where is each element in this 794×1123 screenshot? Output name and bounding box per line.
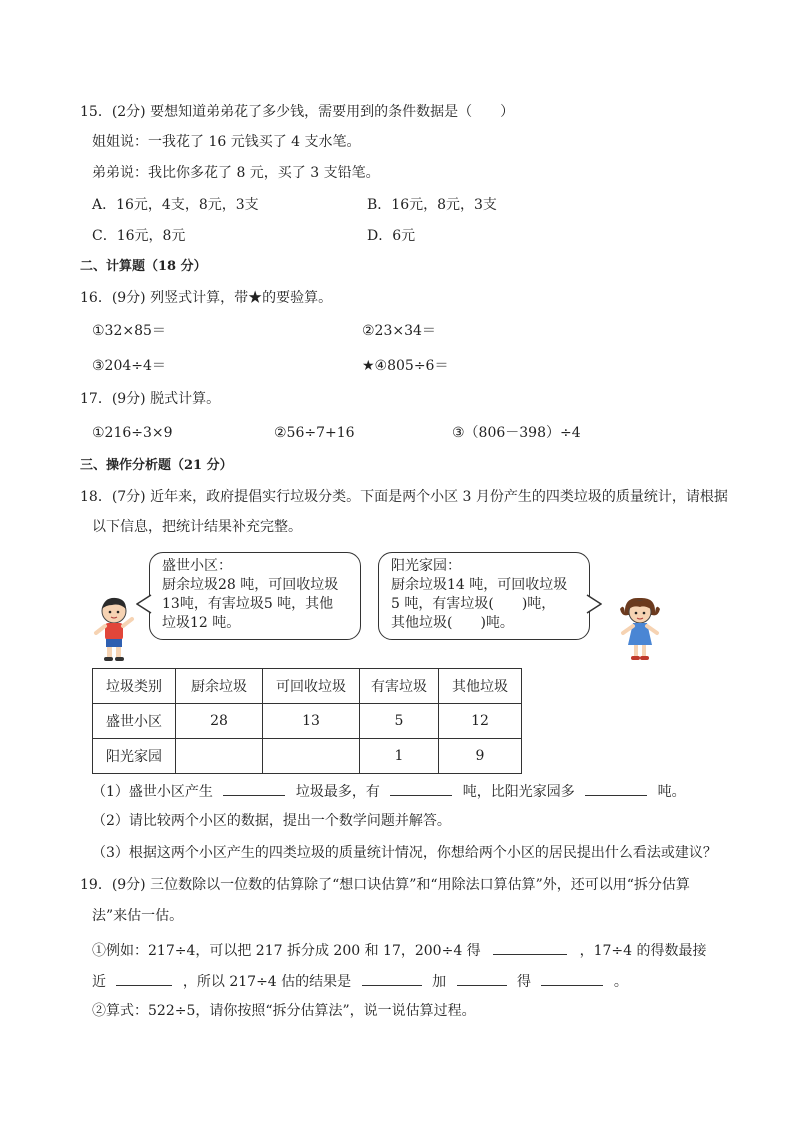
table-header-cell: 厨余垃圾: [176, 669, 263, 704]
answer-blank[interactable]: [390, 781, 452, 796]
q15-stem: 15．(2分) 要想知道弟弟花了多少钱，需要用到的条件数据是（ ）: [80, 104, 515, 120]
table-cell: 12: [439, 704, 522, 739]
q15-option-d[interactable]: D．6元: [367, 228, 416, 244]
table-header-cell: 可回收垃圾: [263, 669, 360, 704]
table-cell: 盛世小区: [93, 704, 176, 739]
q19-stem-line-1: 19．(9分) 三位数除以一位数的估算除了“想口诀估算”和“用除法口算估算”外，还可以用“拆分估算: [80, 877, 690, 893]
q19-example-text-c: 近: [92, 974, 106, 990]
table-cell: 阳光家园: [93, 739, 176, 774]
q19-part-2: ②算式：522÷5，请你按照“拆分估算法”，说一说估算过程。: [92, 1003, 476, 1019]
bubble-right-line-3: 5 吨，有害垃圾( )吨，: [391, 596, 556, 612]
q17-item-2: ②56÷7+16: [274, 425, 355, 441]
answer-blank[interactable]: [223, 781, 285, 796]
q15-option-b[interactable]: B．16元，8元，3支: [367, 197, 497, 213]
section-2-heading: 二、计算题（18 分）: [80, 259, 207, 274]
answer-blank[interactable]: [362, 971, 422, 986]
q15-brother-line: 弟弟说：我比你多花了 8 元，买了 3 支铅笔。: [92, 165, 380, 181]
garbage-statistics-table: [92, 668, 522, 774]
table-header-cell: 有害垃圾: [360, 669, 439, 704]
answer-blank[interactable]: [457, 971, 507, 986]
speech-bubble-yangguang: [378, 552, 590, 640]
q19-example-text-d: ，所以 217÷4 估的结果是: [182, 974, 352, 990]
bubble-right-line-2: 厨余垃圾14 吨，可回收垃圾: [391, 577, 568, 593]
speech-bubble-shengshi: [149, 552, 361, 640]
q18-stem-line-2: 以下信息，把统计结果补充完整。: [92, 519, 302, 535]
q19-stem-line-2: 法”来估一估。: [92, 908, 184, 924]
table-cell-blank[interactable]: [263, 739, 360, 774]
q17-item-3: ③（806－398）÷4: [452, 425, 581, 441]
bubble-left-line-2: 厨余垃圾28 吨，可回收垃圾: [162, 577, 339, 593]
boy-illustration: [90, 595, 138, 663]
q15-option-c[interactable]: C．16元，8元: [92, 228, 186, 244]
girl-illustration: [616, 595, 664, 663]
q16-item-1: ①32×85＝: [92, 323, 166, 339]
q19-example-text-g: 。: [613, 974, 628, 990]
table-header-cell: 垃圾类别: [93, 669, 176, 704]
q19-example-line-1: [92, 940, 707, 960]
q19-example-text-b: ，17÷4 的得数最接: [579, 943, 707, 959]
q19-example-line-2: [92, 971, 628, 991]
q18-sub1-text-d: 吨。: [657, 784, 686, 800]
bubble-left-line-3: 13吨，有害垃圾5 吨，其他: [162, 596, 334, 612]
table-cell: 5: [360, 704, 439, 739]
table-cell: 9: [439, 739, 522, 774]
table-header-cell: 其他垃圾: [439, 669, 522, 704]
bubble-right-line-4: 其他垃圾( )吨。: [391, 615, 514, 631]
section-3-heading: 三、操作分析题（21 分）: [80, 458, 233, 473]
answer-blank[interactable]: [541, 971, 603, 986]
q18-sub2: （2）请比较两个小区的数据，提出一个数学问题并解答。: [92, 813, 451, 829]
answer-blank[interactable]: [493, 940, 567, 955]
q18-sub1: [92, 781, 686, 801]
q18-sub3: （3）根据这两个小区产生的四类垃圾的质量统计情况，你想给两个小区的居民提出什么看法或建议？: [92, 845, 717, 861]
table-cell: 1: [360, 739, 439, 774]
q17-stem: 17．(9分) 脱式计算。: [80, 391, 221, 407]
q18-sub1-text-a: （1）盛世小区产生: [92, 784, 213, 800]
table-header-row: [93, 669, 522, 704]
q19-example-text-e: 加: [432, 974, 447, 990]
q16-item-4: ★④805÷6＝: [362, 358, 449, 374]
q18-sub1-text-c: 吨，比阳光家园多: [462, 784, 575, 800]
table-row: [93, 739, 522, 774]
q16-stem: 16．(9分) 列竖式计算，带★的要验算。: [80, 290, 333, 306]
q15-sister-line: 姐姐说：一我花了 16 元钱买了 4 支水笔。: [92, 134, 361, 150]
table-cell-blank[interactable]: [176, 739, 263, 774]
q16-item-2: ②23×34＝: [362, 323, 436, 339]
bubble-left-line-4: 垃圾12 吨。: [162, 615, 241, 631]
table-cell: 13: [263, 704, 360, 739]
bubble-right-line-1: 阳光家园：: [391, 558, 461, 574]
bubble-left-tail: [136, 594, 152, 614]
answer-blank[interactable]: [116, 971, 172, 986]
q15-option-a[interactable]: A．16元，4支，8元，3支: [92, 197, 259, 213]
q18-sub1-text-b: 垃圾最多，有: [295, 784, 380, 800]
q19-example-text-a: ①例如：217÷4，可以把 217 拆分成 200 和 17，200÷4 得: [92, 943, 481, 959]
answer-blank[interactable]: [585, 781, 647, 796]
q16-item-3: ③204÷4＝: [92, 358, 166, 374]
q17-item-1: ①216÷3×9: [92, 425, 173, 441]
q18-stem-line-1: 18．(7分) 近年来，政府提倡实行垃圾分类。下面是两个小区 3 月份产生的四类垃圾的质量统计，请根据: [80, 489, 728, 505]
table-row: [93, 704, 522, 739]
bubble-right-tail: [586, 594, 602, 614]
bubble-left-line-1: 盛世小区：: [162, 558, 232, 574]
table-cell: 28: [176, 704, 263, 739]
q19-example-text-f: 得: [516, 974, 531, 990]
